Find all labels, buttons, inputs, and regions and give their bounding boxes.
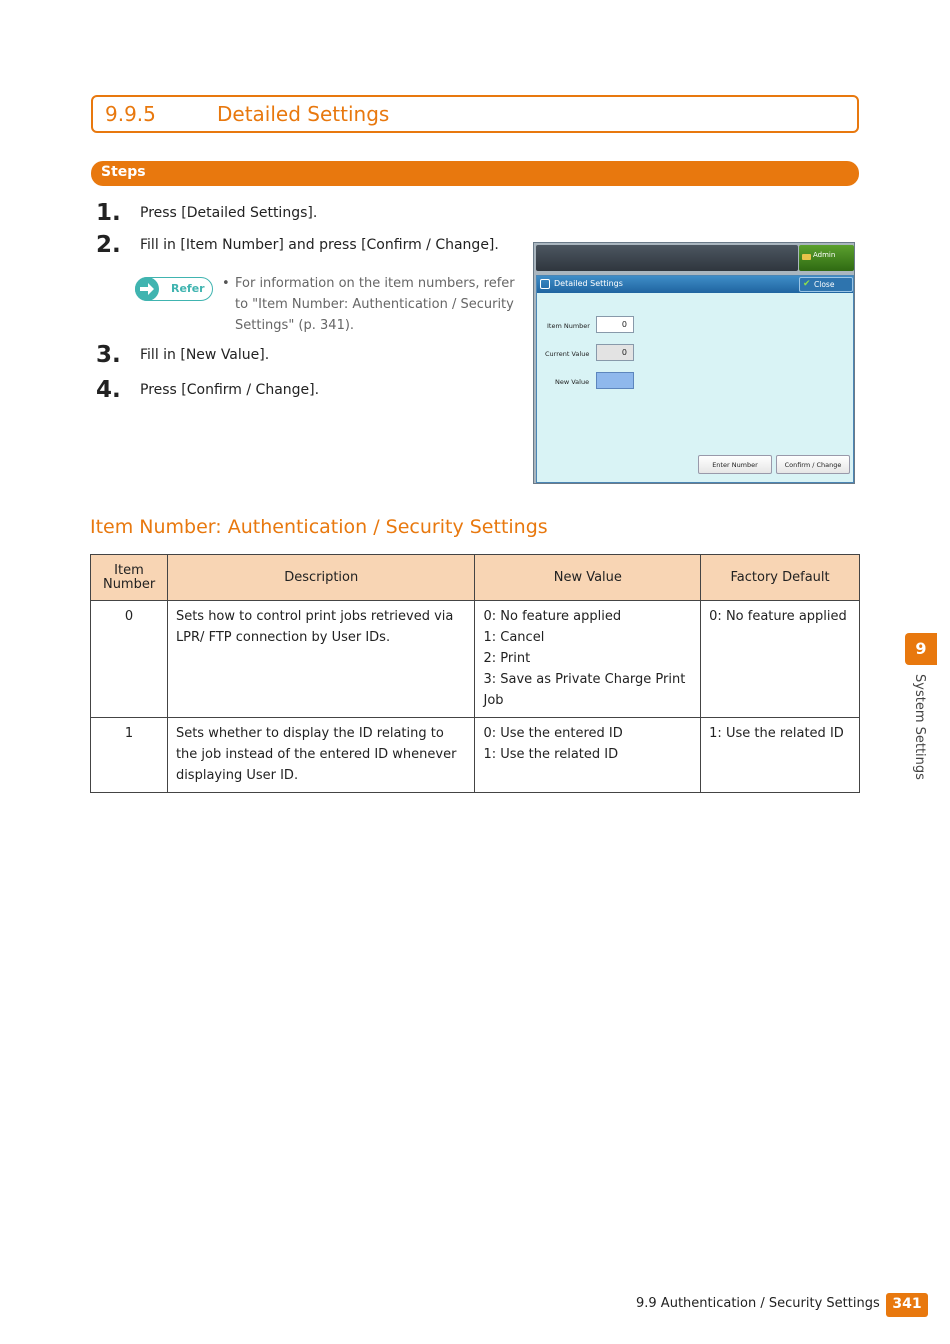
steps-bar bbox=[91, 161, 859, 186]
section-number: 9.9.5 bbox=[105, 102, 156, 126]
header-item-number: Item Number bbox=[91, 555, 168, 601]
table-row bbox=[91, 718, 860, 793]
value-option: 1: Use the related ID bbox=[483, 747, 619, 762]
panel-body bbox=[536, 275, 854, 483]
refer-badge bbox=[135, 277, 213, 301]
step-number: 2. bbox=[96, 232, 121, 258]
cell-new-value bbox=[475, 601, 701, 718]
page-number: 341 bbox=[892, 1296, 922, 1312]
close-label: Close bbox=[814, 280, 835, 289]
item-number-field[interactable]: 0 bbox=[596, 316, 634, 333]
table-row bbox=[91, 601, 860, 718]
cell-default: 0: No feature applied bbox=[701, 601, 860, 718]
chapter-tab bbox=[905, 633, 937, 665]
value-option: 1: Cancel bbox=[483, 630, 545, 645]
value-option: 3: Save as Private Charge Print Job bbox=[483, 672, 686, 708]
item-number-table bbox=[90, 554, 860, 793]
cell-new-value bbox=[475, 718, 701, 793]
step-number: 3. bbox=[96, 342, 121, 368]
header-factory-default: Factory Default bbox=[701, 555, 860, 601]
cell-description: Sets whether to display the ID relating to the job instead of the entered ID whenever displaying User ID. bbox=[167, 718, 475, 793]
item-number-label: Item Number bbox=[547, 322, 590, 330]
admin-button[interactable] bbox=[799, 245, 854, 271]
header-new-value: New Value bbox=[475, 555, 701, 601]
panel-title: Detailed Settings bbox=[554, 279, 623, 288]
cell-description: Sets how to control print jobs retrieved via LPR/ FTP connection by User IDs. bbox=[167, 601, 475, 718]
step-text: Press [Detailed Settings]. bbox=[140, 205, 318, 221]
cell-item: 0 bbox=[91, 601, 168, 718]
device-panel-screenshot bbox=[533, 242, 855, 484]
admin-icon bbox=[802, 254, 811, 260]
steps-label: Steps bbox=[101, 164, 146, 180]
current-value-label: Current Value bbox=[545, 350, 590, 358]
cell-item: 1 bbox=[91, 718, 168, 793]
new-value-label: New Value bbox=[555, 378, 590, 386]
current-value-field: 0 bbox=[596, 344, 634, 361]
footer-section: 9.9 Authentication / Security Settings bbox=[636, 1296, 880, 1311]
header-description: Description bbox=[167, 555, 475, 601]
checkmark-icon: ✔ bbox=[803, 279, 811, 289]
step-text: Press [Confirm / Change]. bbox=[140, 382, 320, 398]
table-header-row bbox=[91, 555, 860, 601]
step-number: 4. bbox=[96, 377, 121, 403]
chapter-label: System Settings bbox=[912, 674, 927, 780]
confirm-change-button[interactable]: Confirm / Change bbox=[776, 455, 850, 474]
new-value-field[interactable] bbox=[596, 372, 634, 389]
section-header bbox=[91, 95, 859, 133]
close-button[interactable] bbox=[799, 277, 853, 292]
section-title: Detailed Settings bbox=[217, 102, 390, 126]
arrow-right-icon bbox=[135, 277, 159, 301]
tools-icon bbox=[540, 279, 550, 289]
refer-label: Refer bbox=[171, 282, 205, 295]
value-option: 2: Print bbox=[483, 651, 531, 666]
enter-number-button[interactable]: Enter Number bbox=[698, 455, 772, 474]
step-number: 1. bbox=[96, 200, 121, 226]
value-option: 0: Use the entered ID bbox=[483, 726, 623, 741]
step-text: Fill in [New Value]. bbox=[140, 347, 270, 363]
page-number-badge bbox=[886, 1293, 928, 1317]
bullet-icon: • bbox=[222, 276, 230, 291]
value-option: 0: No feature applied bbox=[483, 609, 622, 624]
panel-titlebar bbox=[537, 276, 853, 293]
refer-text: For information on the item numbers, refer to "Item Number: Authentication / Security Settings" (p. 341). bbox=[235, 276, 515, 333]
admin-label: Admin bbox=[813, 251, 836, 259]
cell-default: 1: Use the related ID bbox=[701, 718, 860, 793]
panel-message-area bbox=[536, 245, 798, 271]
table-heading: Item Number: Authentication / Security Settings bbox=[90, 516, 548, 538]
step-text: Fill in [Item Number] and press [Confirm / Change]. bbox=[140, 237, 499, 253]
chapter-number: 9 bbox=[915, 639, 927, 658]
